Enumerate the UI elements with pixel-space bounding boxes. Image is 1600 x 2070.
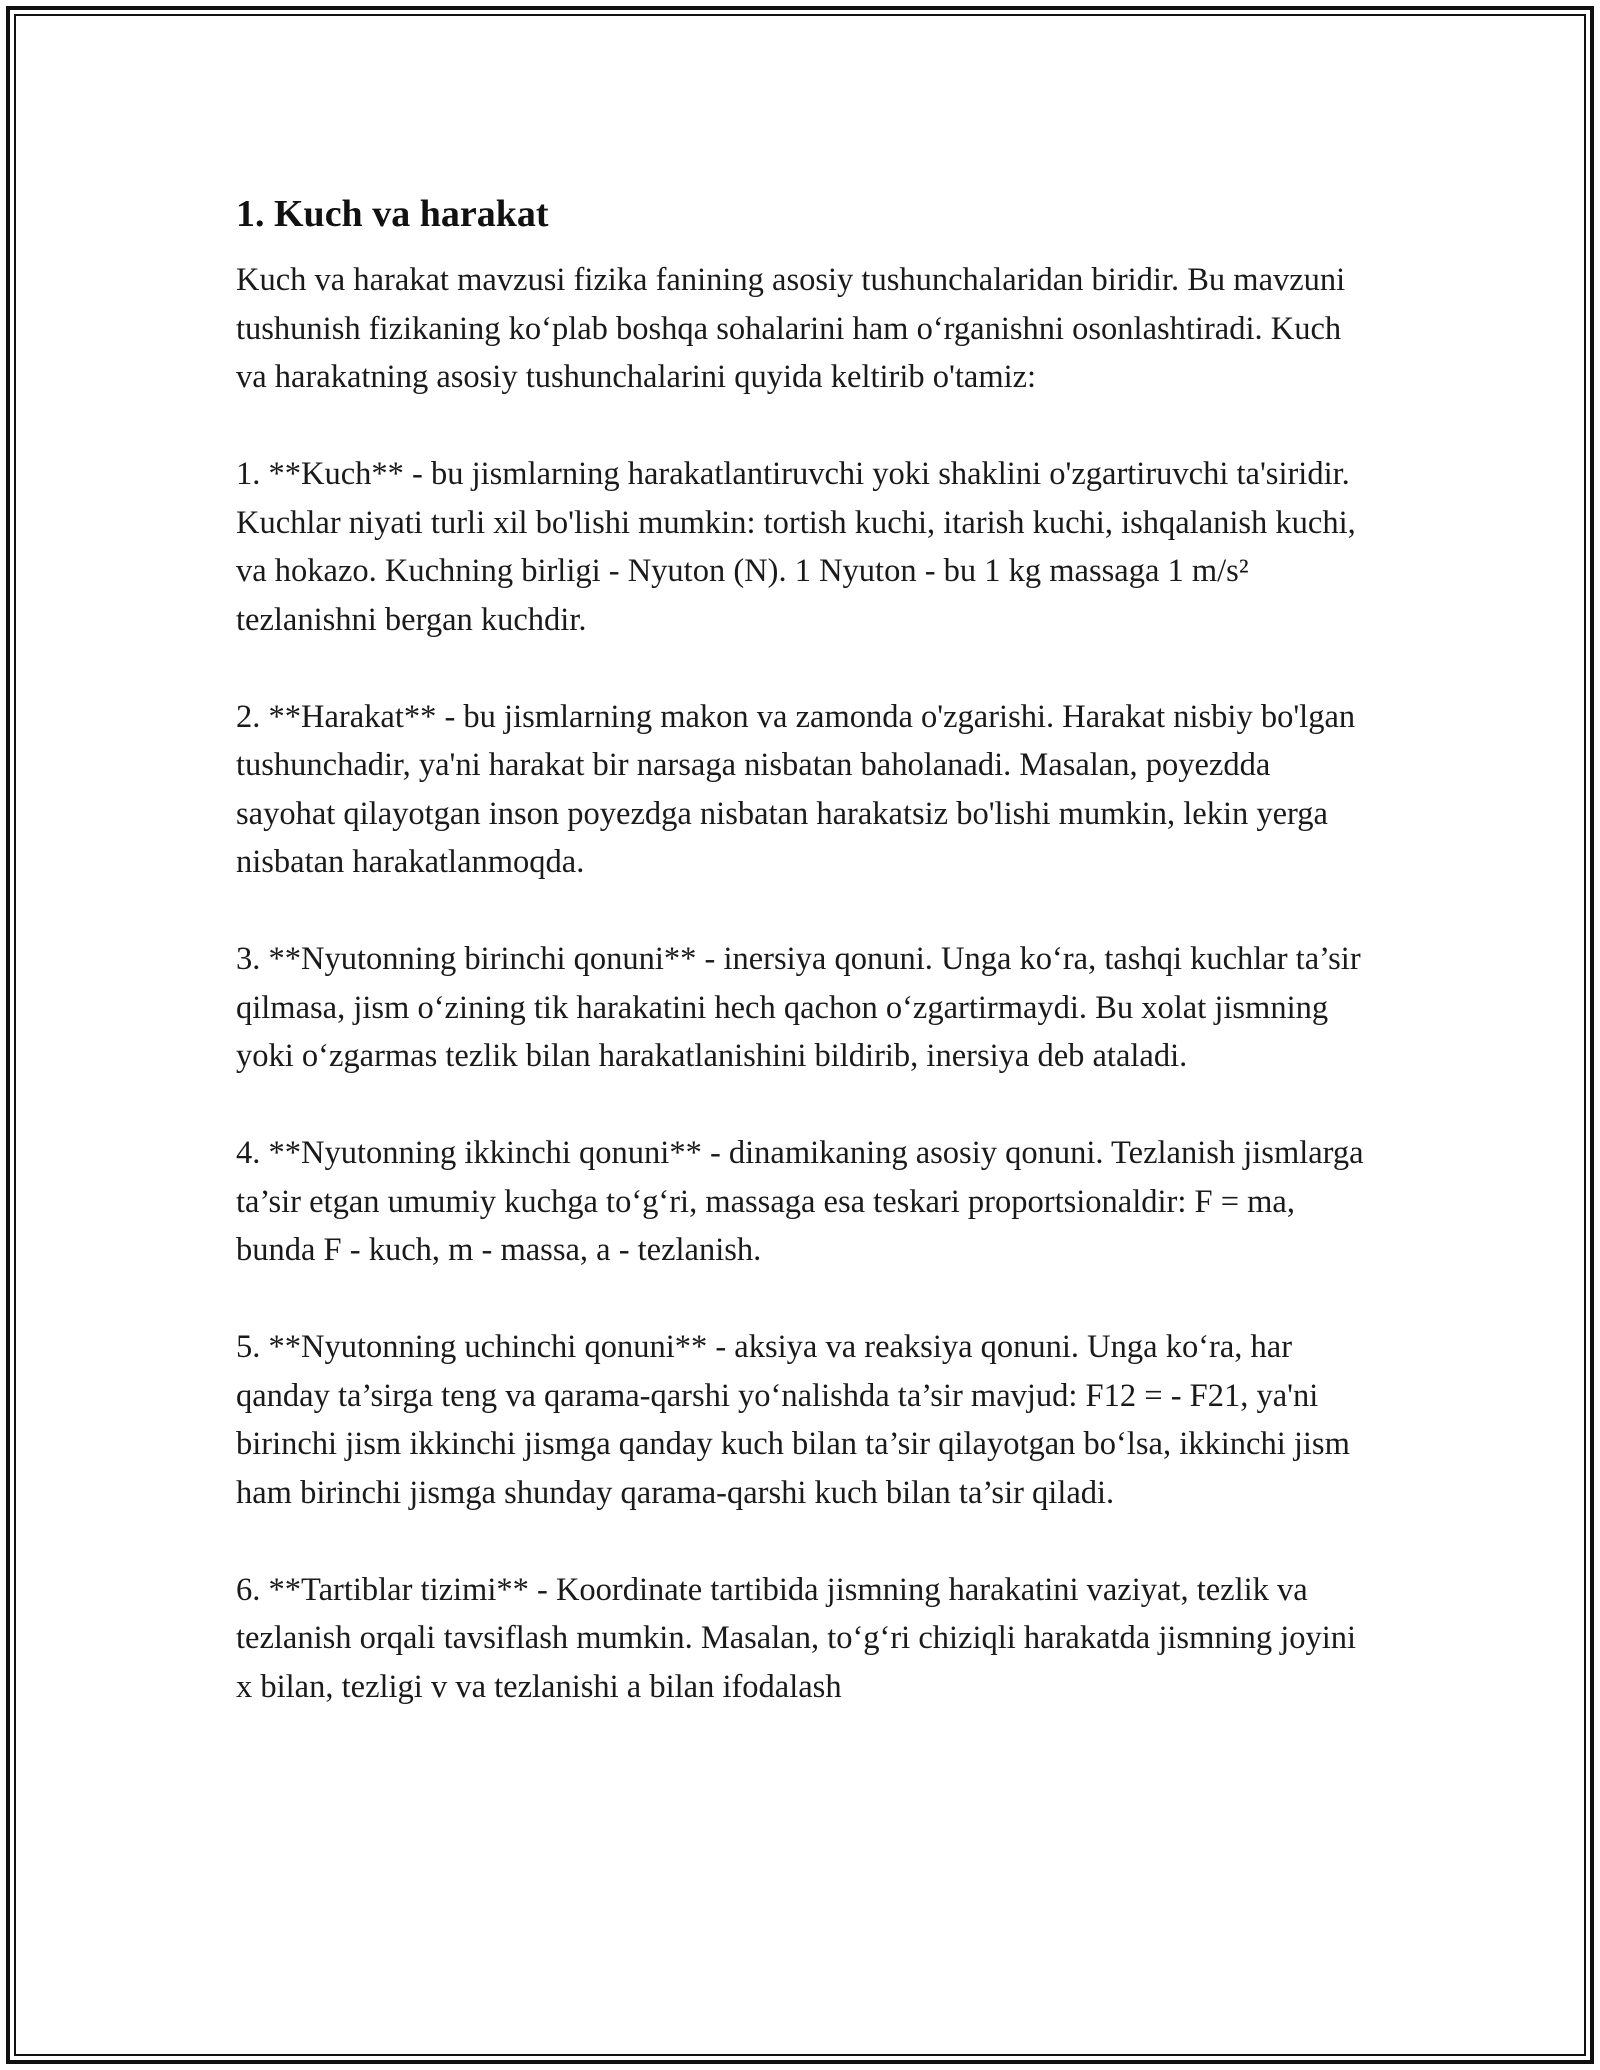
paragraph-kuch: 1. **Kuch** - bu jismlarning harakatlantiruvchi yoki shaklini o'zgartiruvchi ta'siridir. Kuchlar niyati turli xil bo'lishi mumkin: tortish kuchi, itarish kuchi, ishqalanish kuchi, va hokazo. Kuchning birligi - Nyuton (N). 1 Nyuton - bu 1 kg massaga 1 m/s² tezlanishni bergan kuchdir. <box>236 456 1356 638</box>
section-heading: 1. Kuch va harakat <box>236 193 549 235</box>
paragraph-newton-second-law: 4. **Nyutonning ikkinchi qonuni** - dinamikaning asosiy qonuni. Tezlanish jismlarga ta’sir etgan umumiy kuchga to‘g‘ri, massaga esa teskari proportsionaldir: F = ma, bunda F - kuch, m - massa, a - tezlanish. <box>236 1135 1364 1268</box>
paragraph-newton-third-law: 5. **Nyutonning uchinchi qonuni** - aksiya va reaksiya qonuni. Unga ko‘ra, har qanday ta’sirga teng va qarama-qarshi yo‘nalishda ta’sir mavjud: F12 = - F21, ya'ni birinchi jism ikkinchi jismga qanday kuch bilan ta’sir qilayotgan bo‘lsa, ikkinchi jism ham birinchi jismga shunday qarama-qarshi kuch bilan ta’sir qiladi. <box>236 1329 1350 1511</box>
paragraph-newton-first-law: 3. **Nyutonning birinchi qonuni** - inersiya qonuni. Unga ko‘ra, tashqi kuchlar ta’sir qilmasa, jism o‘zining tik harakatini hech qachon o‘zgartirmaydi. Bu xolat jismning yoki o‘zgarmas tezlik bilan harakatlanishini bildirib, inersiya deb ataladi. <box>236 941 1361 1074</box>
intro-paragraph: Kuch va harakat mavzusi fizika fanining asosiy tushunchalaridan biridir. Bu mavzuni tushunish fizikaning ko‘plab boshqa sohalarini ham o‘rganishni osonlashtiradi. Kuch va harakatning asosiy tushunchalarini quyida keltirib o'tamiz: <box>236 262 1346 395</box>
document-body <box>236 186 1376 1760</box>
paragraph-coordinate-system: 6. **Tartiblar tizimi** - Koordinate tartibida jismning harakatini vaziyat, tezlik va tezlanish orqali tavsiflash mumkin. Masalan, to‘g‘ri chiziqli harakatda jismning joyini x bilan, tezligi v va tezlanishi a bilan ifodalash <box>236 1571 1357 1705</box>
paragraph-harakat: 2. **Harakat** - bu jismlarning makon va zamonda o'zgarishi. Harakat nisbiy bo'lgan tushunchadir, ya'ni harakat bir narsaga nisbatan baholanadi. Masalan, poyezdda sayohat qilayotgan inson poyezdga nisbatan harakatsiz bo'lishi mumkin, lekin yerga nisbatan harakatlanmoqda. <box>236 698 1356 880</box>
